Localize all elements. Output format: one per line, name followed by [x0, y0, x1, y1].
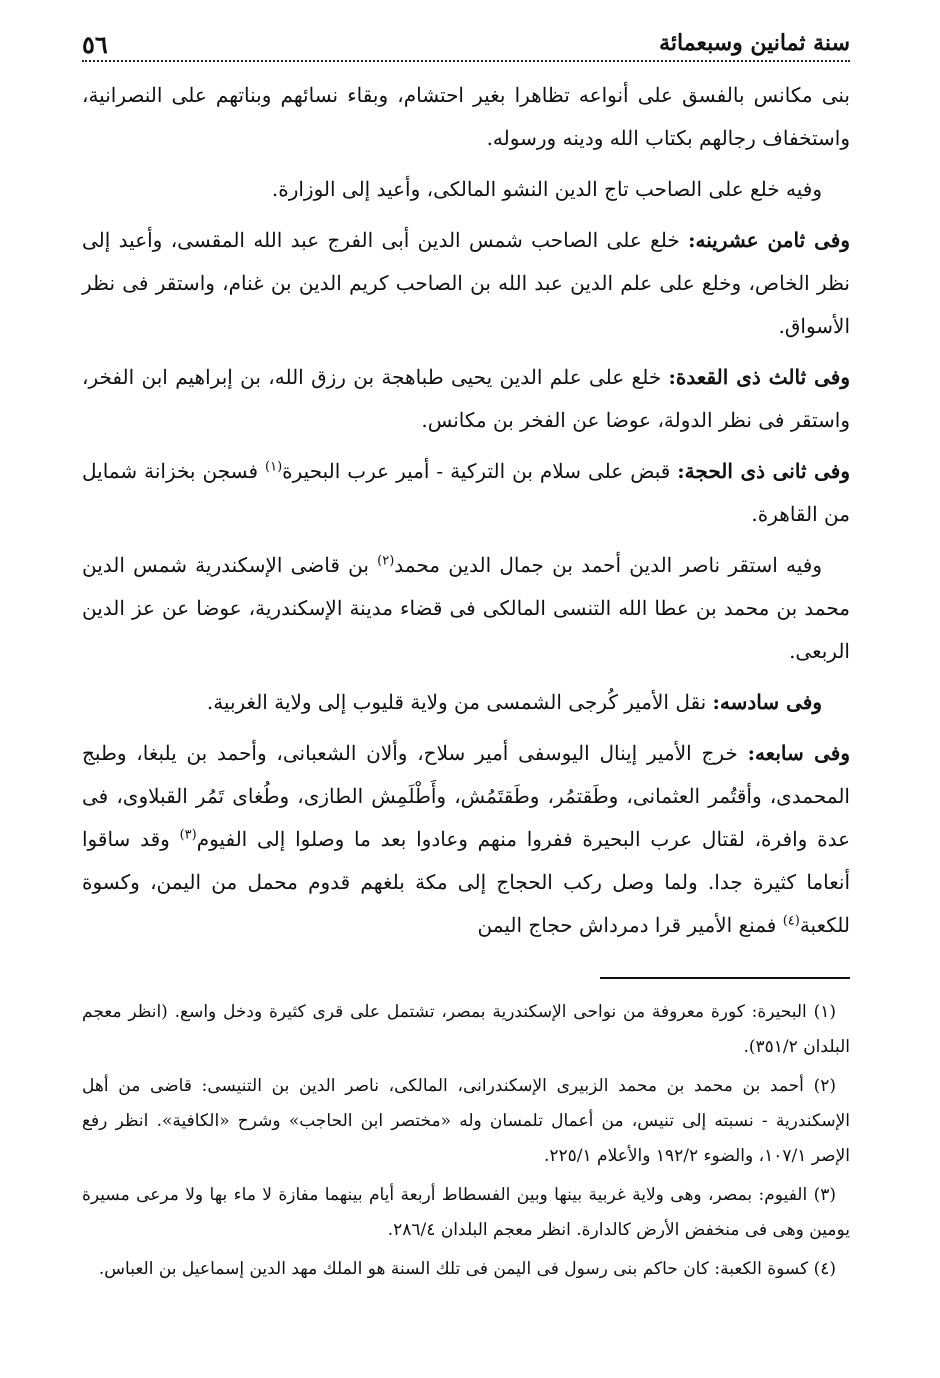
footnote-reference: (٢): [377, 553, 395, 569]
date-heading: وفى سادسه:: [712, 690, 822, 714]
paragraph-2: [82, 168, 850, 211]
footnote-3: (٣) الفيوم: بمصر، وهى ولاية غربية بينها وبين الفسطاط أربعة أيام بينهما مفازة لا ماء بها ولا مرعى مسيرة يومين وهى فى منخفض الأرض كالدارة. انظر معجم البلدان ٢٨٦/٤.: [82, 1185, 850, 1240]
paragraph-text-continued: فسجن بخزانة شمايل من القاهرة.: [82, 459, 850, 526]
book-page: [82, 22, 850, 1352]
running-title: سنة ثمانين وسبعمائة: [659, 30, 850, 56]
paragraph-text-continued: وقد ساقوا أنعاما كثيرة جدا. ولما وصل ركب الحجاج إلى مكة بلغهم قدوم محمل من اليمن، وكسوة للكعبة: [82, 827, 850, 937]
date-heading: وفى سابعه:: [747, 741, 850, 765]
paragraph-text: وفيه استقر ناصر الدين أحمد بن جمال الدين محمد: [394, 553, 823, 577]
paragraph-text: نقل الأمير كُرجى الشمسى من ولاية قليوب إلى ولاية الغربية.: [206, 690, 713, 714]
paragraph-4: [82, 356, 850, 442]
main-text: [82, 74, 850, 947]
running-header: [82, 22, 850, 62]
paragraph-text: وفيه خلع على الصاحب تاج الدين النشو المالكى، وأعيد إلى الوزارة.: [271, 177, 822, 201]
paragraph-6: [82, 544, 850, 673]
paragraph-text: خلع على الصاحب شمس الدين أبى الفرج عبد الله المقسى، وأعيد إلى نظر الخاص، وخلع على علم الدين عبد الله بن الصاحب كريم الدين بن غنام، واستقر فى نظر الأسواق.: [82, 228, 850, 338]
paragraph-text: قبض على سلام بن التركية - أمير عرب البحيرة: [282, 459, 678, 483]
paragraph-text: بنى مكانس بالفسق على أنواعه تظاهرا بغير احتشام، وبقاء نسائهم وبناتهم على النصرانية، واستخفاف رجالهم بكتاب الله ودينه ورسوله.: [82, 83, 850, 150]
footnote-2: (٢) أحمد بن محمد بن محمد الزبيرى الإسكندرانى، المالكى، ناصر الدين بن التنيسى: قاضى من أهل الإسكندرية - نسبته إلى تنيس، من أعمال تلمسان وله «مختصر ابن الحاجب» وشرح «الكافية». انظر رفع الإصر ١٠٧/١، والضوء ١٩٢/٢ والأعلام ٢٢٥/١.: [82, 1076, 850, 1166]
footnotes: [82, 995, 850, 1287]
paragraph-3: [82, 219, 850, 348]
paragraph-text-continued: فمنع الأمير قرا دمرداش حجاج اليمن: [477, 913, 783, 937]
paragraph-1: [82, 74, 850, 160]
paragraph-text-continued: بن قاضى الإسكندرية شمس الدين محمد بن محمد بن عطا الله التنسى المالكى فى قضاء مدينة الإسكندرية، عوضا عن عز الدين الربعى.: [82, 553, 850, 663]
date-heading: وفى ثانى ذى الحجة:: [677, 459, 851, 483]
footnote-1: (١) البحيرة: كورة معروفة من نواحى الإسكندرية بمصر، تشتمل على قرى كثيرة ودخل واسع. (انظر معجم البلدان ٣٥١/٢).: [82, 1002, 850, 1057]
date-heading: وفى ثامن عشرينه:: [688, 228, 850, 252]
page-number: ٥٦: [82, 30, 108, 59]
paragraph-5: [82, 450, 850, 536]
date-heading: وفى ثالث ذى القعدة:: [668, 365, 850, 389]
footnote-reference: (٤): [782, 913, 800, 929]
footnote-divider: [600, 977, 850, 979]
footnote-reference: (٣): [179, 827, 197, 843]
footnote-reference: (١): [265, 459, 283, 475]
footnote-4: (٤) كسوة الكعبة: كان حاكم بنى رسول فى اليمن فى تلك السنة هو الملك مهد الدين إسماعيل بن العباس.: [98, 1259, 836, 1279]
paragraph-7: [82, 681, 850, 724]
paragraph-8: [82, 732, 850, 947]
paragraph-text: خلع على علم الدين يحيى طباهجة بن رزق الله، بن إبراهيم ابن الفخر، واستقر فى نظر الدولة، عوضا عن الفخر بن مكانس.: [82, 365, 850, 432]
paragraph-text: خرج الأمير إينال اليوسفى أمير سلاح، وألان الشعبانى، وأحمد بن يلبغا، وطبج المحمدى، وأقتُمر العثمانى، وطَقتمُر، وطَقتَمُش، وأَطْلَمِش الطازى، وطُغاى تَمُر القبلاوى، فى عدة وافرة، لقتال عرب البحيرة ففروا منهم وعادوا بعد ما وصلوا إلى الفيوم: [82, 741, 851, 851]
